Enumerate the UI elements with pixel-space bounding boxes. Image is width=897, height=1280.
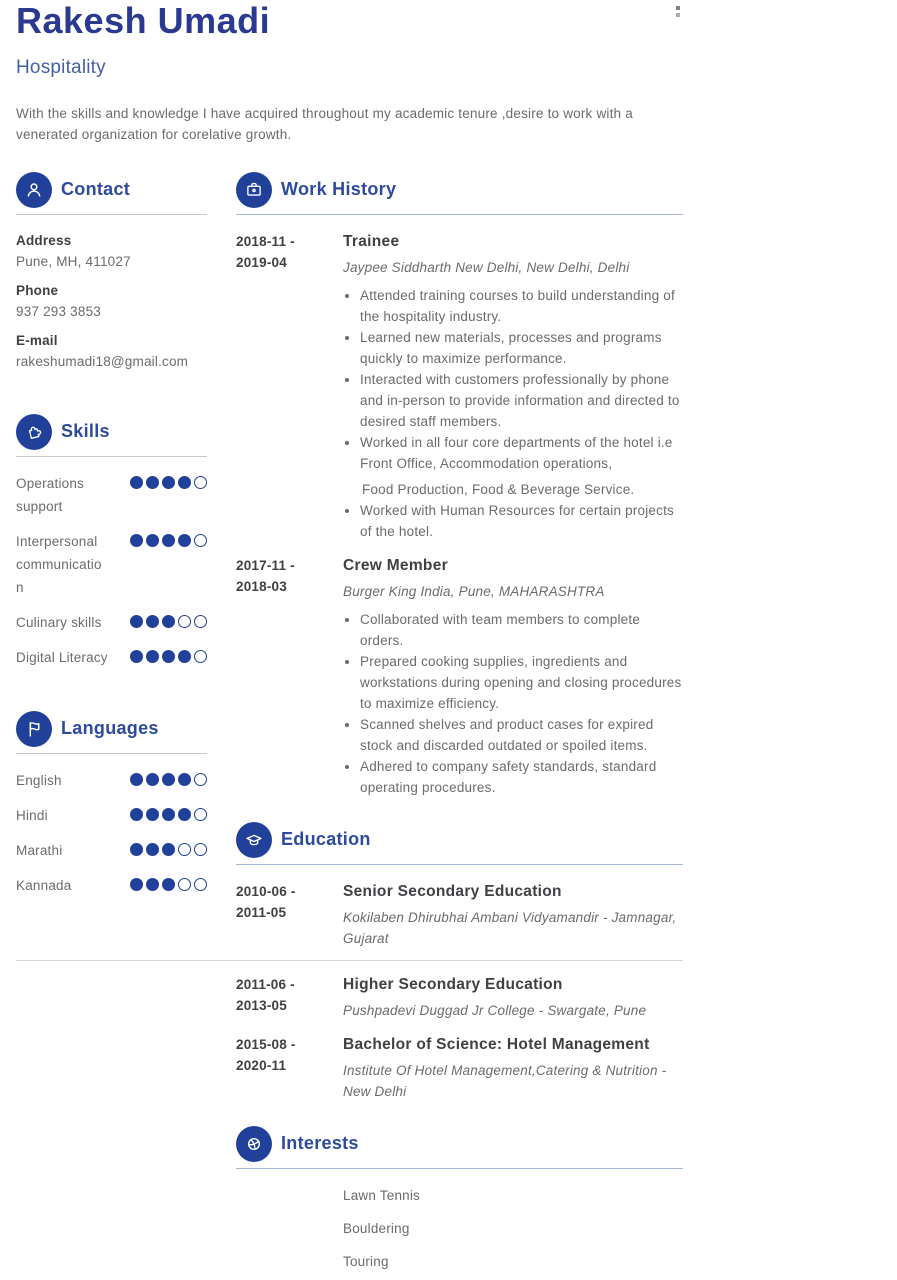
- empty-dot: [194, 843, 207, 856]
- bullet-item: • Adhered to company safety standards, standard operating procedures.: [360, 756, 683, 798]
- skills-list: [16, 472, 207, 669]
- rating-dots: [130, 534, 207, 547]
- entry-date-line: 2017-11 -: [236, 557, 295, 573]
- entry-body: [343, 1034, 683, 1102]
- skill-item: [16, 646, 207, 669]
- contact-fields: [16, 230, 207, 372]
- education-section-title: Education: [281, 829, 371, 850]
- language-item: [16, 804, 207, 827]
- empty-dot: [178, 843, 191, 856]
- entry-date-line: 2018-03: [236, 578, 287, 594]
- entry-dates: [236, 231, 343, 542]
- skill-label: Operations support: [16, 475, 85, 514]
- languages-section-header: [16, 711, 207, 747]
- section-rule: [236, 864, 683, 865]
- entry-body: [343, 881, 683, 949]
- filled-dot: [146, 808, 159, 821]
- empty-dot: [194, 534, 207, 547]
- contact-field: [16, 280, 207, 322]
- puzzle-icon: [16, 414, 52, 450]
- skill-item: [16, 611, 207, 634]
- filled-dot: [162, 650, 175, 663]
- ellipsis-artifact-icon: [676, 6, 680, 20]
- education-entries: [236, 881, 683, 1102]
- education-title: Senior Secondary Education: [343, 882, 562, 900]
- bullet-item: • Collaborated with team members to complete orders.: [360, 609, 683, 651]
- filled-dot: [178, 650, 191, 663]
- bullet-item: • Interacted with customers professionally by phone and in-person to provide information and directed to desired staff members.: [360, 369, 683, 432]
- rating-dots: [130, 650, 207, 663]
- entry-dates: [236, 555, 343, 798]
- filled-dot: [178, 534, 191, 547]
- education-subtitle: Institute Of Hotel Management,Catering & Nutrition - New Delhi: [343, 1062, 667, 1099]
- entry-dates: [236, 1034, 343, 1102]
- flag-icon: [16, 711, 52, 747]
- bullet-item: • Worked with Human Resources for certain projects of the hotel.: [360, 500, 683, 542]
- entry-date-line: 2010-06 -: [236, 883, 296, 899]
- skills-section-header: [16, 414, 207, 450]
- filled-dot: [146, 843, 159, 856]
- work-history-section: [236, 172, 683, 798]
- languages-section: [16, 711, 207, 897]
- bullet-item: Food Production, Food & Beverage Service.: [362, 481, 635, 497]
- contact-field-label: Phone: [16, 282, 59, 298]
- filled-dot: [162, 878, 175, 891]
- resume-columns: [0, 172, 897, 1272]
- language-item: [16, 839, 207, 862]
- job-entry: [236, 231, 683, 542]
- education-title: Higher Secondary Education: [343, 975, 563, 993]
- rating-dots: [130, 615, 207, 628]
- page-title: Rakesh Umadi: [16, 0, 271, 41]
- entry-date-line: 2018-11 -: [236, 233, 295, 249]
- job-subtitle: Jaypee Siddharth New Delhi, New Delhi, Delhi: [343, 259, 630, 275]
- job-entry: [236, 555, 683, 798]
- contact-field-label: E-mail: [16, 332, 58, 348]
- job-subtitle: Burger King India, Pune, MAHARASHTRA: [343, 583, 605, 599]
- skill-item: [16, 472, 207, 518]
- interest-item: Lawn Tennis: [343, 1187, 421, 1203]
- contact-field-value: rakeshumadi18@gmail.com: [16, 353, 189, 369]
- briefcase-icon: [236, 172, 272, 208]
- education-entry: [236, 974, 683, 1021]
- contact-field: [16, 230, 207, 272]
- entry-date-line: 2019-04: [236, 254, 287, 270]
- page-divider: [16, 960, 683, 961]
- filled-dot: [146, 773, 159, 786]
- filled-dot: [130, 773, 143, 786]
- language-label: Hindi: [16, 807, 48, 823]
- filled-dot: [130, 476, 143, 489]
- contact-field-value: Pune, MH, 411027: [16, 253, 131, 269]
- section-rule: [236, 214, 683, 215]
- section-rule: [236, 1168, 683, 1169]
- section-rule: [16, 456, 207, 457]
- work-history-entries: [236, 231, 683, 798]
- education-entry: [236, 881, 683, 949]
- section-rule: [16, 753, 207, 754]
- entry-date-line: 2015-08 -: [236, 1036, 296, 1052]
- rating-dots: [130, 808, 207, 821]
- job-bullets: [343, 285, 683, 542]
- language-item: [16, 769, 207, 792]
- filled-dot: [178, 808, 191, 821]
- language-item: [16, 874, 207, 897]
- interests-section-title: Interests: [281, 1133, 359, 1154]
- skill-label: Culinary skills: [16, 614, 102, 630]
- resume-header: [0, 0, 897, 145]
- empty-dot: [194, 650, 207, 663]
- education-section-header: [236, 822, 683, 858]
- education-subtitle: Pushpadevi Duggad Jr College - Swargate, Pune: [343, 1002, 647, 1018]
- filled-dot: [146, 534, 159, 547]
- empty-dot: [194, 476, 207, 489]
- job-title: Trainee: [343, 232, 400, 250]
- interests-list: [236, 1185, 683, 1272]
- contact-field-label: Address: [16, 232, 72, 248]
- rating-dots: [130, 476, 207, 489]
- entry-dates: [236, 974, 343, 1021]
- skills-section: [16, 414, 207, 669]
- contact-field-value: 937 293 3853: [16, 303, 101, 319]
- profile-summary: With the skills and knowledge I have acquired throughout my academic tenure ,desire to work with a venerated organization for corelative growth.: [16, 105, 633, 142]
- sidebar: [16, 172, 207, 1272]
- empty-dot: [194, 773, 207, 786]
- language-label: Kannada: [16, 877, 72, 893]
- entry-date-line: 2011-05: [236, 904, 287, 920]
- education-section: [236, 822, 683, 1102]
- skills-section-title: Skills: [61, 421, 110, 442]
- education-title: Bachelor of Science: Hotel Management: [343, 1035, 650, 1053]
- graduation-cap-icon: [236, 822, 272, 858]
- contact-section: [16, 172, 207, 372]
- contact-field: [16, 330, 207, 372]
- filled-dot: [162, 615, 175, 628]
- filled-dot: [130, 615, 143, 628]
- empty-dot: [194, 615, 207, 628]
- entry-body: [343, 555, 683, 798]
- entry-body: [343, 231, 683, 542]
- interests-section: [236, 1126, 683, 1272]
- filled-dot: [162, 808, 175, 821]
- filled-dot: [146, 650, 159, 663]
- languages-section-title: Languages: [61, 718, 159, 739]
- entry-dates: [236, 881, 343, 949]
- empty-dot: [194, 878, 207, 891]
- contact-section-header: [16, 172, 207, 208]
- main-column: [236, 172, 683, 1272]
- rating-dots: [130, 878, 207, 891]
- bullet-item: • Worked in all four core departments of the hotel i.e Front Office, Accommodation operations,: [360, 432, 683, 474]
- skill-item: [16, 530, 207, 599]
- interest-item: Touring: [343, 1253, 389, 1269]
- filled-dot: [162, 534, 175, 547]
- filled-dot: [162, 476, 175, 489]
- languages-list: [16, 769, 207, 897]
- work-history-section-title: Work History: [281, 179, 397, 200]
- entry-date-line: 2011-06 -: [236, 976, 295, 992]
- filled-dot: [146, 878, 159, 891]
- filled-dot: [130, 534, 143, 547]
- bullet-item: • Prepared cooking supplies, ingredients and workstations during opening and closing procedures to maximize efficiency.: [360, 651, 683, 714]
- entry-date-line: 2013-05: [236, 997, 287, 1013]
- section-rule: [16, 214, 207, 215]
- empty-dot: [178, 615, 191, 628]
- language-label: Marathi: [16, 842, 63, 858]
- empty-dot: [178, 878, 191, 891]
- rating-dots: [130, 773, 207, 786]
- filled-dot: [130, 878, 143, 891]
- contact-section-title: Contact: [61, 179, 131, 200]
- filled-dot: [178, 773, 191, 786]
- bullet-item: • Attended training courses to build understanding of the hospitality industry.: [360, 285, 683, 327]
- person-icon: [16, 172, 52, 208]
- language-label: English: [16, 772, 62, 788]
- filled-dot: [162, 773, 175, 786]
- filled-dot: [162, 843, 175, 856]
- skill-label: Digital Literacy: [16, 649, 108, 665]
- entry-body: [343, 974, 683, 1021]
- interests-section-header: [236, 1126, 683, 1162]
- empty-dot: [194, 808, 207, 821]
- work-history-section-header: [236, 172, 683, 208]
- job-bullets: [343, 609, 683, 798]
- filled-dot: [146, 476, 159, 489]
- education-subtitle: Kokilaben Dhirubhai Ambani Vidyamandir - Jamnagar, Gujarat: [343, 909, 677, 946]
- job-role-subtitle: Hospitality: [16, 56, 106, 78]
- interest-item: Bouldering: [343, 1220, 410, 1236]
- job-title: Crew Member: [343, 556, 448, 574]
- bullet-item: • Learned new materials, processes and programs quickly to maximize performance.: [360, 327, 683, 369]
- filled-dot: [130, 843, 143, 856]
- filled-dot: [146, 615, 159, 628]
- filled-dot: [130, 808, 143, 821]
- entry-date-line: 2020-11: [236, 1057, 287, 1073]
- rating-dots: [130, 843, 207, 856]
- bullet-item: • Scanned shelves and product cases for expired stock and discarded outdated or spoiled items.: [360, 714, 683, 756]
- education-entry: [236, 1034, 683, 1102]
- filled-dot: [130, 650, 143, 663]
- ball-icon: [236, 1126, 272, 1162]
- filled-dot: [178, 476, 191, 489]
- skill-label: Interpersonal communication: [16, 533, 102, 595]
